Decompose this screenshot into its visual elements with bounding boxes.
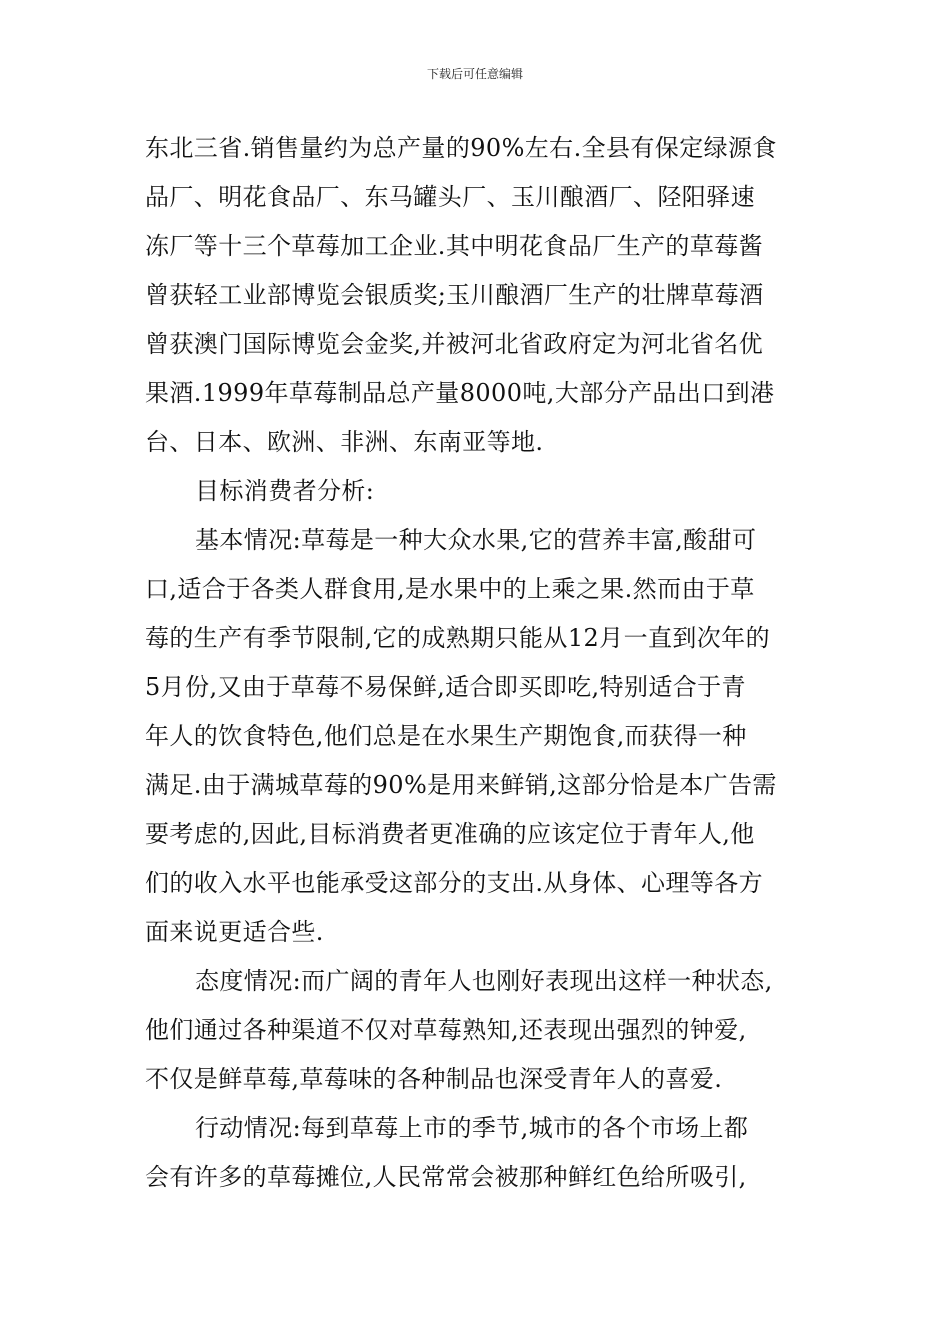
text-line: 基本情况:草莓是一种大众水果,它的营养丰富,酸甜可	[195, 526, 757, 554]
text-line: 他们通过各种渠道不仅对草莓熟知,还表现出强烈的钟爱,	[145, 1016, 747, 1044]
text-line: 冻厂等十三个草莓加工企业.其中明花食品厂生产的草莓酱	[145, 232, 764, 260]
text-line: 东北三省.销售量约为总产量的90%左右.全县有保定绿源食	[145, 134, 777, 162]
text-line: 5月份,又由于草莓不易保鲜,适合即买即吃,特别适合于青	[145, 673, 746, 701]
paragraph-basic-situation	[145, 516, 810, 957]
text-line: 满足.由于满城草莓的90%是用来鲜销,这部分恰是本广告需	[145, 771, 777, 799]
text-line: 莓的生产有季节限制,它的成熟期只能从12月一直到次年的	[145, 624, 770, 652]
text-line: 行动情况:每到草莓上市的季节,城市的各个市场上都	[195, 1114, 749, 1142]
text-line: 会有许多的草莓摊位,人民常常会被那种鲜红色给所吸引,	[145, 1163, 747, 1191]
paragraph-attitude-situation	[145, 957, 810, 1104]
text-line: 曾获轻工业部博览会银质奖;玉川酿酒厂生产的壮牌草莓酒	[145, 281, 764, 309]
text-line: 台、日本、欧洲、非洲、东南亚等地.	[145, 428, 544, 456]
section-heading-target-consumers	[145, 467, 810, 516]
text-line: 不仅是鲜草莓,草莓味的各种制品也深受青年人的喜爱.	[145, 1065, 723, 1093]
paragraph-sales-and-processing	[145, 124, 810, 467]
text-line: 年人的饮食特色,他们总是在水果生产期饱食,而获得一种	[145, 722, 747, 750]
text-line: 曾获澳门国际博览会金奖,并被河北省政府定为河北省名优	[145, 330, 764, 358]
text-line: 面来说更适合些.	[145, 918, 324, 946]
paragraph-action-situation	[145, 1104, 810, 1202]
page-header-note: 下载后可任意编辑	[426, 67, 523, 81]
text-line: 态度情况:而广阔的青年人也刚好表现出这样一种状态,	[195, 967, 773, 995]
text-line: 们的收入水平也能承受这部分的支出.从身体、心理等各方	[145, 869, 764, 897]
text-line: 果酒.1999年草莓制品总产量8000吨,大部分产品出口到港	[145, 379, 775, 407]
section-heading: 目标消费者分析:	[195, 477, 375, 505]
document-body	[145, 124, 810, 1202]
text-line: 要考虑的,因此,目标消费者更准确的应该定位于青年人,他	[145, 820, 755, 848]
text-line: 品厂、明花食品厂、东马罐头厂、玉川酿酒厂、陉阳驿速	[145, 183, 755, 211]
text-line: 口,适合于各类人群食用,是水果中的上乘之果.然而由于草	[145, 575, 755, 603]
